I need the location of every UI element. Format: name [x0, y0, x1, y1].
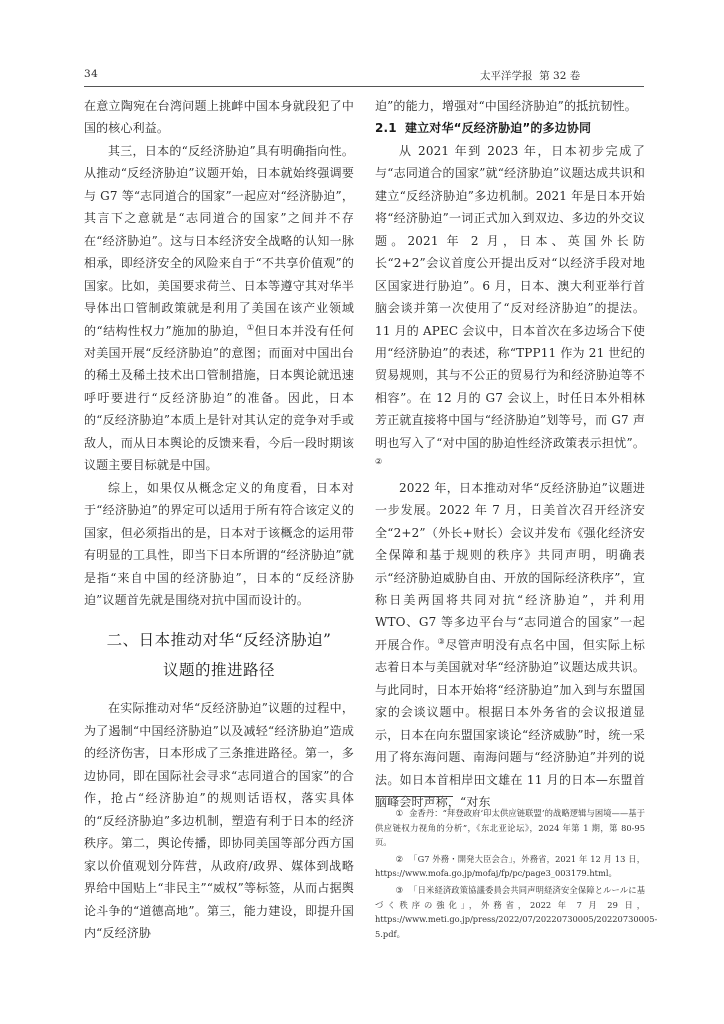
footnote [375, 806, 645, 850]
footnote-ref: ② [375, 457, 383, 467]
paragraph-text: 从 2021 年到 2023 年，日本初步完成了与“志同道合的国家”就“经济胁迫”议题达成共识和建立“反经济胁迫”多边机制。2021 年是日本开始将“经济胁迫”一词正式加入到双边、多边的外交议题。2021 年 2 月，日本、英国外长防长“2+2”会议首度公开提出反对“以经济手段对地区国家进行胁迫”。6 月，日本、澳大利亚举行首脑会谈并第一次使用了“反对经济胁迫”的提法。11 月的 APEC 会议中，日本首次在多边场合下使用“经济胁迫”的表述，称“TPP11 作为 21 世纪的贸易规则，其与不公正的贸易行为和经济胁迫等不相容”。在 12 月的 G7 会议上，时任日本外相林芳正就直接将中国与“经济胁迫”划等号，而 G7 声明也写入了“对中国的胁迫性经济政策表示担忧”。 [375, 143, 645, 450]
paragraph: 在实际推动对华“反经济胁迫”议题的过程中，为了遏制“中国经济胁迫”以及减轻“经济胁迫”造成的经济伤害，日本形成了三条推进路径。第一，多边协同，即在国际社会寻求“志同道合的国家”的合作，抢占“经济胁迫”的规则话语权，落实具体的“反经济胁迫”多边机制，塑造有利于日本的经济秩序。第二，舆论传播，即协同美国等部分西方国家以价值观划分阵营，从政府/政界、媒体到战略界给中国贴上“非民主”“威权”等标签，从而占据舆论斗争的“道德高地”。第三，能力建设，即提升国内“反经济胁 [84, 701, 354, 940]
section-heading [84, 625, 354, 685]
footnote-text: 「G7 外務・開発大臣会合」，外務省，2021 年 12 月 13 日，https://www.mofa.go.jp/mofaj/fp/pc/page3_003179.html。 [375, 853, 645, 879]
footnote [375, 852, 645, 881]
subsection-heading [375, 117, 645, 139]
right-column [375, 95, 645, 814]
header-rule [84, 86, 644, 87]
paragraph: 综上，如果仅从概念定义的角度看，日本对于“经济胁迫”的界定可以适用于所有符合该定义的国家，但必须指出的是，日本对于该概念的运用带有明显的工具性，即当下日本所谓的“经济胁迫”就是指“来自中国的经济胁迫”，日本的“反经济胁迫”议题首先就是围绕对抗中国而设计的。 [84, 480, 354, 607]
section-heading-line: 二、日本推动对华“反经济胁迫” [106, 631, 332, 650]
paragraph-text: 2022 年，日本推动对华“反经济胁迫”议题进一步发展。2022 年 7 月，日美首次召开经济安全“2+2”（外长+财长）会议并发布《强化经济安全保障和基于规则的秩序》共同声明，明确表示“经济胁迫威胁自由、开放的国际经济秩序”，宣称日美两国将共同对抗“经济胁迫”，并利用 WTO、G7 等多边平台与“志同道合的国家”一起开展合作。 [375, 480, 645, 652]
paragraph-text: 但日本并没有任何对美国开展“反经济胁迫”的意图；而面对中国出台的稀土及稀土技术出口管制措施，日本舆论就迅速呼吁要进行“反经济胁迫”的准备。因此，日本的“反经济胁迫”本质上是针对其认定的竞争对手或敌人，而从日本舆论的反馈来看，今后一段时期该议题主要目标就是中国。 [84, 323, 355, 473]
subsection-title: 建立对华“反经济胁迫”的多边协同 [405, 121, 592, 136]
paragraph: 迫”的能力，增强对“中国经济胁迫”的抵抗韧性。 [375, 99, 637, 113]
footnote-mark: ① [395, 808, 403, 818]
journal-volume: 第 32 卷 [539, 70, 581, 82]
running-header [480, 68, 580, 83]
paragraph [84, 140, 354, 477]
paragraph [375, 477, 645, 814]
paragraph-text: 其三，日本的“反经济胁迫”具有明确指向性。从推动“反经济胁迫”议题开始，日本就始终强调要与 G7 等“志同道合的国家”一起应对“经济胁迫”，其言下之意就是“志同道合的国家”之间并不存在“经济胁迫”。这与日本经济安全战略的认知一脉相承，即经济安全的风险来自于“不共享价值观”的国家。比如，美国要求荷兰、日本等遵守其对华半导体出口管制政策就是利用了美国在该产业领域的“结构性权力”施加的胁迫， [84, 143, 354, 338]
footnote-mark: ③ [395, 884, 403, 895]
footnote-ref: ③ [437, 636, 446, 646]
section-heading-line: 议题的推进路径 [162, 661, 275, 680]
subsection-number: 2.1 [375, 121, 397, 136]
footnote-text: 金香丹：“拜登政府‘印太供应链联盟’的战略逻辑与困境——基于供应链权力视角的分析”，《东北亚论坛》，2024 年第 1 期，第 80-95 页。 [375, 808, 645, 848]
footnote-rule [375, 796, 453, 797]
footnote [375, 883, 658, 941]
left-column [84, 95, 354, 944]
journal-name: 太平洋学报 [480, 70, 533, 82]
footnotes [375, 806, 658, 943]
paragraph-text: 尽管声明没有点名中国，但实际上标志着日本与美国就对华“经济胁迫”议题达成共识。与此同时，日本开始将“经济胁迫”加入到与东盟国家的会谈议题中。根据日本外务省的会议报道显示，日本在向东盟国家谈论“经济威胁”时，统一采用了将东海问题、南海问题与“经济胁迫”并列的说法。如日本首相岸田文雄在 11 月的日本—东盟首脑峰会时声称，“对东 [375, 637, 645, 810]
footnote-ref: ① [246, 322, 255, 332]
page-number: 34 [84, 68, 99, 80]
paragraph: 在意立陶宛在台湾问题上挑衅中国本身就段犯了中国的核心利益。 [84, 99, 354, 136]
footnote-mark: ② [395, 853, 403, 864]
footnote-text: 「日米経済政策協議委員会共同声明経済安全保障とルールに基づく秩序の強化」，外務省，2022 年 7 月 29 日，https://www.meti.go.jp/press/2022/07/20220730005/20220730005-5.pdf。 [375, 884, 658, 939]
paragraph [375, 140, 645, 477]
